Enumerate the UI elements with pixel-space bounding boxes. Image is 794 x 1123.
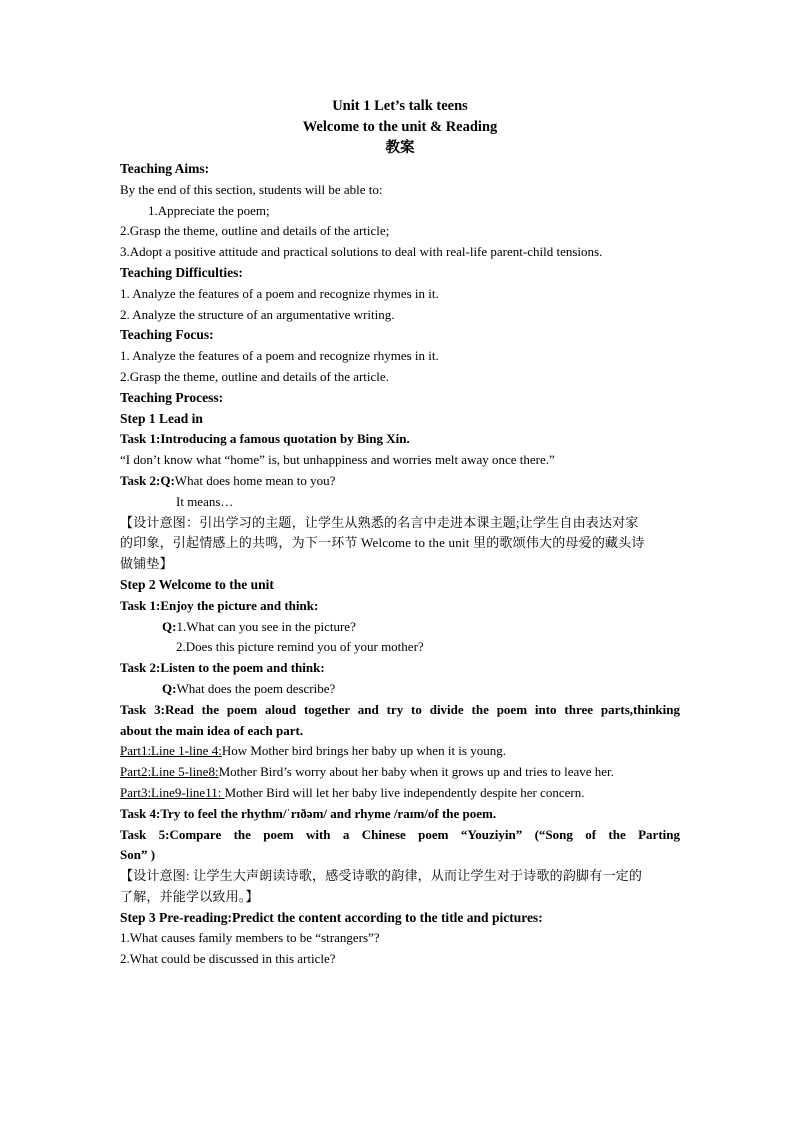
step2-task4: Task 4:Try to feel the rhythm/ˈrɪðəm/ and rhyme /raɪm/of the poem.	[120, 805, 497, 821]
part3-text: Mother Bird will let her baby live independently despite her concern.	[224, 784, 585, 800]
step2-task2: Task 2:Listen to the poem and think:	[120, 660, 325, 676]
step2-note-line1: 【设计意图: 让学生大声朗读诗歌，感受诗歌的韵律，从而让学生对于诗歌的韵脚有一定的	[120, 868, 643, 884]
part2-label: Part2:Line 5-line8:	[120, 764, 219, 780]
title-unit: Unit 1 Let’s talk teens	[332, 98, 468, 114]
title-lesson-plan: 教案	[385, 140, 415, 156]
focus-item-1: 1. Analyze the features of a poem and recognize rhymes in it.	[120, 348, 439, 364]
part2-text: Mother Bird’s worry about her baby when it grows up and tries to leave her.	[218, 764, 614, 780]
process-heading: Teaching Process:	[120, 389, 224, 405]
aims-item-3: 3.Adopt a positive attitude and practical solutions to deal with real-life parent-child tensions.	[120, 244, 603, 260]
step2-q3-label: Q:	[162, 680, 177, 696]
document-title	[120, 96, 680, 159]
step2-part1	[120, 741, 680, 762]
step2-q3-text: What does the poem describe?	[176, 680, 336, 696]
difficulties-item-2: 2. Analyze the structure of an argumentative writing.	[120, 306, 395, 322]
step1-task1: Task 1:Introducing a famous quotation by Bing Xin.	[120, 431, 410, 447]
step2-part3	[120, 783, 680, 804]
difficulties-heading: Teaching Difficulties:	[120, 264, 243, 280]
title-section: Welcome to the unit & Reading	[302, 119, 498, 135]
document-content	[120, 96, 680, 970]
step2-q1-text: 1.What can you see in the picture?	[176, 618, 356, 634]
step2-task3-line1: Task 3:Read the poem aloud together and try to divide the poem into three parts,thinking	[120, 701, 680, 717]
step1-means: It means…	[176, 493, 234, 509]
step1-note-line2: 的印象，引起情感上的共鸣，为下一环节 Welcome to the unit 里的歌颂伟大的母爱的藏头诗	[120, 535, 645, 551]
step2-task5-line2: Son” )	[120, 847, 156, 863]
step2-question-2: 2.Does this picture remind you of your mother?	[176, 639, 424, 655]
step2-note-line2: 了解，并能学以致用。】	[120, 888, 259, 904]
step3-question-1: 1.What causes family members to be “strangers”?	[120, 930, 380, 946]
step1-note-line3: 做铺垫】	[120, 556, 173, 572]
step2-question-3	[120, 679, 680, 700]
step2-heading: Step 2 Welcome to the unit	[120, 576, 274, 592]
step1-heading: Step 1 Lead in	[120, 410, 203, 426]
aims-intro: By the end of this section, students will be able to:	[120, 181, 383, 197]
focus-item-2: 2.Grasp the theme, outline and details of the article.	[120, 368, 389, 384]
step1-quote: “I don’t know what “home” is, but unhappiness and worries melt away once there.”	[120, 452, 555, 468]
part1-text: How Mother bird brings her baby up when it is young.	[221, 743, 506, 759]
aims-item-2: 2.Grasp the theme, outline and details of the article;	[120, 223, 390, 239]
step3-heading: Step 3 Pre-reading:Predict the content according to the title and pictures:	[120, 909, 543, 925]
aims-item-1: 1.Appreciate the poem;	[148, 202, 270, 218]
step2-part2	[120, 762, 680, 783]
step2-q-label: Q:	[162, 618, 177, 634]
part1-label: Part1:Line 1-line 4:	[120, 743, 222, 759]
step2-task3-line2: about the main idea of each part.	[120, 722, 304, 738]
difficulties-item-1: 1. Analyze the features of a poem and recognize rhymes in it.	[120, 285, 439, 301]
step2-task1: Task 1:Enjoy the picture and think:	[120, 597, 319, 613]
step1-note-line1: 【设计意图：引出学习的主题，让学生从熟悉的名言中走进本课主题;让学生自由表达对家	[120, 514, 639, 530]
step2-task5-line1: Task 5:Compare the poem with a Chinese poem “Youziyin” (“Song of the Parting	[120, 826, 680, 842]
part3-label: Part3:Line9-line11:	[120, 784, 225, 800]
step1-task2-text: What does home mean to you?	[174, 472, 336, 488]
aims-heading: Teaching Aims:	[120, 161, 210, 176]
step1-task2-label: Task 2:Q:	[120, 472, 175, 488]
step3-question-2: 2.What could be discussed in this article?	[120, 951, 336, 967]
step2-question-1	[120, 617, 680, 638]
focus-heading: Teaching Focus:	[120, 327, 214, 343]
step1-task2	[120, 471, 680, 492]
